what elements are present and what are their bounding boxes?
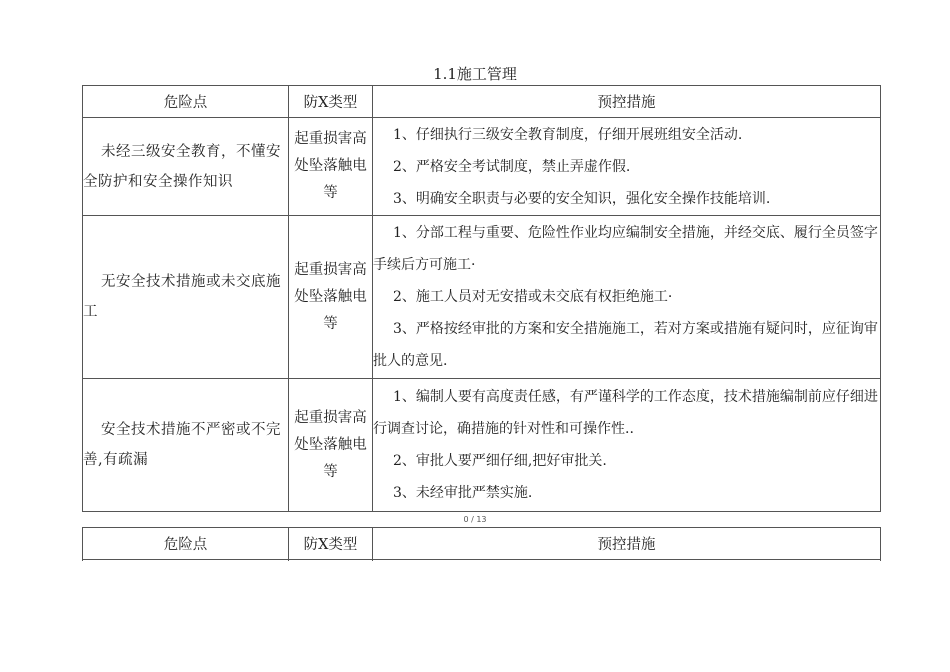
next-page-table-header xyxy=(0,527,950,561)
measure-item: 2、审批人要严细仔细,把好审批关. xyxy=(393,453,607,469)
page-number: 0 / 13 xyxy=(463,515,487,524)
table-row xyxy=(83,379,881,512)
measure-item: 1、分部工程与重要、危险性作业均应编制安全措施，并经交底、履行全员签字手续后方可施工· xyxy=(373,225,878,273)
table-row xyxy=(83,118,881,216)
hazard-cell: 未经三级安全教育，不懂安全防护和安全操作知识 xyxy=(83,118,289,216)
measure-item: 1、编制人要有高度责任感，有严谨科学的工作态度，技术措施编制前应仔细进行调查讨论，确措施的针对性和可操作性.. xyxy=(373,389,878,437)
type-cell: 起重损害高处坠落触电等 xyxy=(289,118,373,216)
table-header-row xyxy=(83,86,881,118)
header-measures: 预控措施 xyxy=(373,528,881,560)
risk-control-table-continued xyxy=(82,527,881,561)
measures-cell xyxy=(373,379,881,512)
hazard-cell: 安全技术措施不严密或不完善,有疏漏 xyxy=(83,379,289,512)
table-row xyxy=(83,216,881,379)
header-type: 防X类型 xyxy=(289,528,373,560)
header-hazard: 危险点 xyxy=(83,528,289,560)
table-header-row xyxy=(83,528,881,560)
type-cell: 起重损害高处坠落触电等 xyxy=(289,216,373,379)
measure-item: 3、未经审批严禁实施. xyxy=(393,485,533,501)
measure-item: 1、仔细执行三级安全教育制度，仔细开展班组安全活动. xyxy=(393,126,743,143)
measures-cell xyxy=(373,216,881,379)
header-hazard: 危险点 xyxy=(83,86,289,118)
type-cell: 起重损害高处坠落触电等 xyxy=(289,379,373,512)
hazard-cell: 无安全技术措施或未交底施工 xyxy=(83,216,289,379)
section-title: 1.1施工管理 xyxy=(433,65,517,83)
header-measures: 预控措施 xyxy=(373,86,881,118)
measure-item: 2、严格安全考试制度，禁止弄虚作假. xyxy=(393,158,631,175)
measure-item: 3、明确安全职责与必要的安全知识，强化安全操作技能培训. xyxy=(393,190,771,207)
measures-cell xyxy=(373,118,881,216)
risk-control-table xyxy=(82,85,881,512)
measure-item: 3、严格按经审批的方案和安全措施施工，若对方案或措施有疑问时，应征询审批人的意见. xyxy=(373,321,878,369)
measure-item: 2、施工人员对无安措或未交底有权拒绝施工· xyxy=(393,289,673,305)
header-type: 防X类型 xyxy=(289,86,373,118)
